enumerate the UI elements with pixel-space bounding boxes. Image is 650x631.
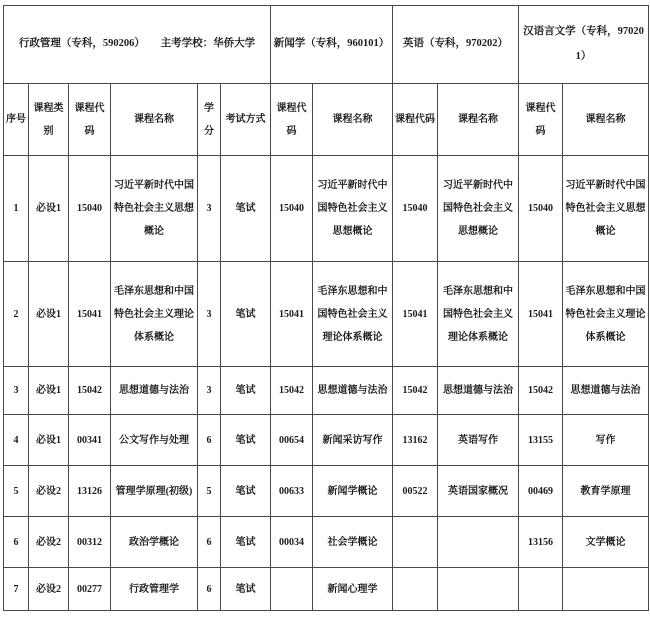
credits-cell: 6 [198,415,221,466]
course-code-cell: 15041 [69,262,111,367]
course-name-cell: 习近平新时代中国特色社会主义思想概论 [438,156,519,262]
course-code-cell: 00341 [69,415,111,466]
col-header-seq: 序号 [4,84,29,156]
course-code-cell: 13155 [519,415,563,466]
course-name-cell: 新闻学概论 [313,466,393,517]
course-code-cell: 15042 [393,367,438,415]
course-code-cell [519,568,563,611]
course-code-cell: 15040 [69,156,111,262]
credits-cell: 5 [198,466,221,517]
exam-mode-cell: 笔试 [221,156,271,262]
course-type-cell: 必设1 [29,367,69,415]
course-plan-table [3,5,649,611]
course-code-cell [393,517,438,568]
course-code-cell: 00277 [69,568,111,611]
exam-mode-cell: 笔试 [221,517,271,568]
column-header-row [4,84,649,156]
course-name-cell: 习近平新时代中国特色社会主义思想概论 [313,156,393,262]
course-code-cell: 13156 [519,517,563,568]
course-code-cell: 00312 [69,517,111,568]
major-header-admin-management: 行政管理（专科，590206） 主考学校：华侨大学 [4,6,271,84]
col-header-course-code-3: 课程代码 [393,84,438,156]
seq-cell: 1 [4,156,29,262]
course-code-cell: 00522 [393,466,438,517]
seq-cell: 3 [4,367,29,415]
seq-cell: 6 [4,517,29,568]
exam-mode-cell: 笔试 [221,262,271,367]
course-name-cell: 思想道德与法治 [313,367,393,415]
course-code-cell: 15042 [69,367,111,415]
exam-mode-cell: 笔试 [221,367,271,415]
course-type-cell: 必设2 [29,517,69,568]
course-code-cell: 00633 [271,466,313,517]
course-name-cell: 社会学概论 [313,517,393,568]
course-name-cell: 毛泽东思想和中国特色社会主义理论体系概论 [111,262,198,367]
course-name-cell: 管理学原理(初级) [111,466,198,517]
course-name-cell: 政治学概论 [111,517,198,568]
course-name-cell: 英语国家概况 [438,466,519,517]
course-name-cell: 行政管理学 [111,568,198,611]
course-code-cell: 15042 [519,367,563,415]
course-name-cell: 新闻心理学 [313,568,393,611]
col-header-course-name-2: 课程名称 [313,84,393,156]
course-code-cell: 15041 [271,262,313,367]
course-type-cell: 必设1 [29,415,69,466]
course-code-cell: 15041 [519,262,563,367]
col-header-course-name-1: 课程名称 [111,84,198,156]
course-name-cell [438,568,519,611]
course-code-cell [393,568,438,611]
course-name-cell: 毛泽东思想和中国特色社会主义理论体系概论 [313,262,393,367]
seq-cell: 5 [4,466,29,517]
credits-cell: 3 [198,367,221,415]
col-header-course-name-3: 课程名称 [438,84,519,156]
exam-mode-cell: 笔试 [221,466,271,517]
course-name-cell: 习近平新时代中国特色社会主义思想概论 [563,156,649,262]
exam-mode-cell: 笔试 [221,568,271,611]
course-code-cell: 15042 [271,367,313,415]
col-header-course-code-1: 课程代码 [69,84,111,156]
course-type-cell: 必设1 [29,156,69,262]
credits-cell: 6 [198,517,221,568]
course-type-cell: 必设1 [29,262,69,367]
course-code-cell: 13126 [69,466,111,517]
course-name-cell [438,517,519,568]
course-type-cell: 必设2 [29,568,69,611]
credits-cell: 3 [198,262,221,367]
table-row [4,156,649,262]
credits-cell: 3 [198,156,221,262]
course-name-cell [563,568,649,611]
course-name-cell: 英语写作 [438,415,519,466]
course-code-cell: 13162 [393,415,438,466]
col-header-course-code-4: 课程代码 [519,84,563,156]
course-type-cell: 必设2 [29,466,69,517]
major-header-journalism: 新闻学（专科，960101） [271,6,393,84]
course-name-cell: 新闻采访写作 [313,415,393,466]
course-code-cell: 00034 [271,517,313,568]
col-header-course-type: 课程类别 [29,84,69,156]
course-name-cell: 毛泽东思想和中国特色社会主义理论体系概论 [438,262,519,367]
course-code-cell: 15040 [519,156,563,262]
col-header-course-name-4: 课程名称 [563,84,649,156]
table-row [4,466,649,517]
course-name-cell: 公文写作与处理 [111,415,198,466]
col-header-course-code-2: 课程代码 [271,84,313,156]
course-code-cell: 15040 [271,156,313,262]
col-header-exam-mode: 考试方式 [221,84,271,156]
course-name-cell: 思想道德与法治 [111,367,198,415]
table-row [4,517,649,568]
course-code-cell: 00469 [519,466,563,517]
credits-cell: 6 [198,568,221,611]
table-row [4,262,649,367]
exam-mode-cell: 笔试 [221,415,271,466]
course-name-cell: 习近平新时代中国特色社会主义思想概论 [111,156,198,262]
major-group-header-row [4,6,649,84]
seq-cell: 7 [4,568,29,611]
course-name-cell: 写作 [563,415,649,466]
course-name-cell: 教育学原理 [563,466,649,517]
col-header-credits: 学分 [198,84,221,156]
course-name-cell: 文学概论 [563,517,649,568]
course-name-cell: 思想道德与法治 [563,367,649,415]
seq-cell: 4 [4,415,29,466]
course-code-cell [271,568,313,611]
table-row [4,367,649,415]
course-code-cell: 00654 [271,415,313,466]
course-code-cell: 15041 [393,262,438,367]
major-header-english: 英语（专科，970202） [393,6,519,84]
table-row [4,568,649,611]
course-code-cell: 15040 [393,156,438,262]
table-row [4,415,649,466]
major-header-chinese-literature: 汉语言文学（专科，970201） [519,6,649,84]
seq-cell: 2 [4,262,29,367]
course-name-cell: 思想道德与法治 [438,367,519,415]
course-name-cell: 毛泽东思想和中国特色社会主义理论体系概论 [563,262,649,367]
